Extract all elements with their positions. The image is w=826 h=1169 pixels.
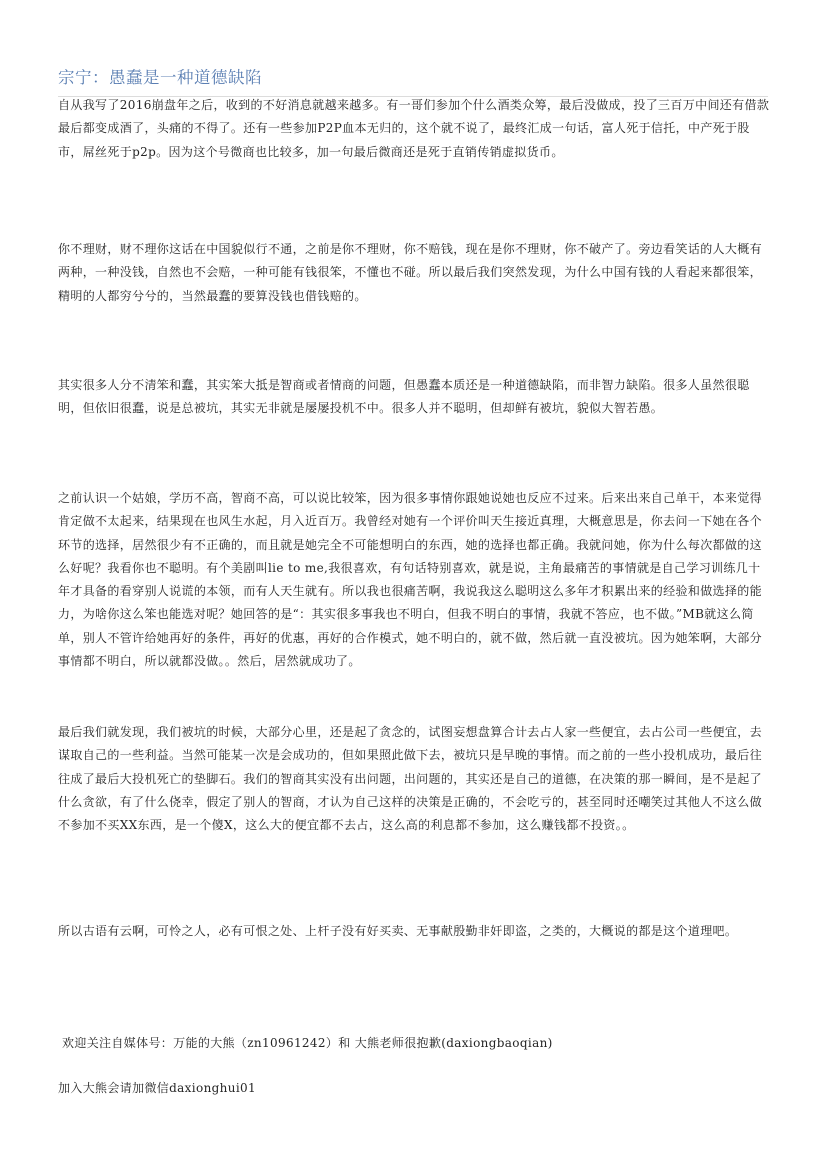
paragraph-3: 其实很多人分不清笨和蠢，其实笨大抵是智商或者情商的问题，但愚蠢本质还是一种道德缺陷，而非智力缺陷。很多人虽然很聪明，但依旧很蠢，说是总被坑，其实无非就是屡屡投机不中。很多人并不聪明，但却鲜有被坑，貌似大智若愚。 <box>58 378 750 416</box>
paragraph-6: 所以古语有云啊，可怜之人，必有可恨之处、上杆子没有好买卖、无事献殷勤非奸即盗，之类的，大概说的都是这个道理吧。 <box>58 924 738 938</box>
paragraph-2: 你不理财，财不理你这话在中国貌似行不通，之前是你不理财，你不赔钱，现在是你不理财，你不破产了。旁边看笑话的人大概有两种，一种没钱，自然也不会赔，一种可能有钱很笨，不懂也不碰。所以最后我们突然发现，为什么中国有钱的人看起来都很笨，精明的人都穷兮兮的，当然最蠢的要算没钱也借钱赔的。 <box>58 242 762 303</box>
paragraph-4: 之前认识一个姑娘，学历不高，智商不高，可以说比较笨，因为很多事情你跟她说她也反应不过来。后来出来自己单干，本来觉得肯定做不太起来，结果现在也风生水起，月入近百万。我曾经对她有一个评价叫天生接近真理，大概意思是，你去问一下她在各个环节的选择，居然很少有不正确的，而且就是她完全不可能想明白的东西，她的选择也都正确。我就问她，你为什么每次都做的这么好呢？我看你也不聪明。有个美剧叫lie to me,我很喜欢，有句话特别喜欢，就是说，主角最痛苦的事情就是自己学习训练几十年才具备的看穿别人说谎的本领，而有人天生就有。所以我也很痛苦啊，我说我这么聪明这么多年才积累出来的经验和做选择的能力，为啥你这么笨也能选对呢？她回答的是“：其实很多事我也不明白，但我不明白的事情，我就不答应，也不做。”MB就这么简单，别人不管许给她再好的条件，再好的优惠，再好的合作模式，她不明白的，就不做，然后就一直没被坑。因为她笨啊，大部分事情都不明白，所以就都没做。。然后，居然就成功了。 <box>58 491 762 669</box>
footer-follow-note: 欢迎关注自媒体号：万能的大熊（zn10961242）和 大熊老师很抱歉(daxiongbaoqian) <box>62 1036 553 1050</box>
paragraph-1: 自从我写了2016崩盘年之后，收到的不好消息就越来越多。有一哥们参加个什么酒类众筹，最后没做成，投了三百万中间还有借款最后都变成酒了，头痛的不得了。还有一些参加P2P血本无归的，这个就不说了，最终汇成一句话，富人死于信托，中产死于股市，屌丝死于p2p。因为这个号微商也比较多，加一句最后微商还是死于直销传销虚拟货币。 <box>58 98 770 159</box>
paragraph-5: 最后我们就发现，我们被坑的时候，大部分心里，还是起了贪念的，试图妄想盘算合计去占人家一些便宜，去占公司一些便宜，去谋取自己的一些利益。当然可能某一次是会成功的，但如果照此做下去，被坑只是早晚的事情。而之前的一些小投机成功，最后往往成了最后大投机死亡的垫脚石。我们的智商其实没有出问题，出问题的，其实还是自己的道德，在决策的那一瞬间，是不是起了什么贪欲，有了什么侥幸，假定了别人的智商，才认为自己这样的决策是正确的，不会吃亏的，甚至同时还嘲笑过其他人不这么做不参加不买XX东西，是一个傻X，这么大的便宜都不去占，这么高的利息都不参加，这么赚钱都不投资。。 <box>58 725 762 833</box>
footer-wechat-note: 加入大熊会请加微信daxionghui01 <box>58 1081 256 1095</box>
article-title: 宗宁：愚蠢是一种道德缺陷 <box>58 68 262 87</box>
